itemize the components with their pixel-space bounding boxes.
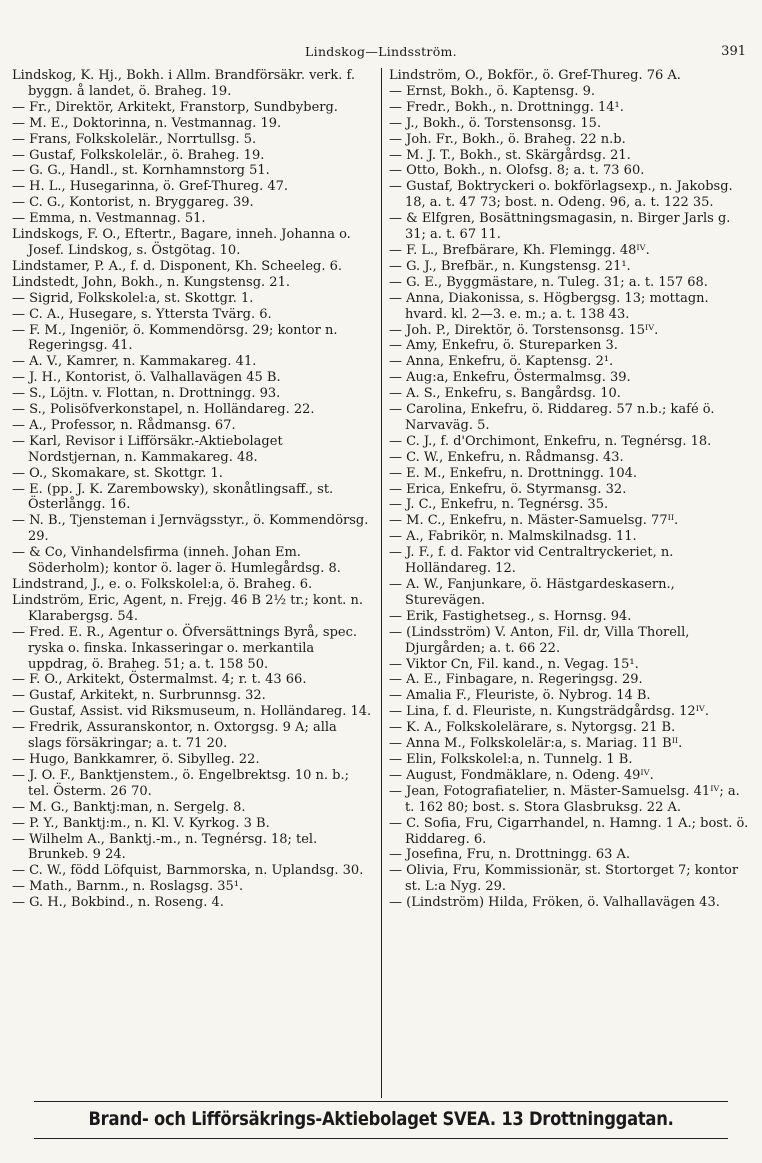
directory-entry: — G. J., Brefbär., n. Kungstensg. 21¹. [389, 258, 631, 274]
directory-entry: — Elin, Folkskolel:a, n. Tunnelg. 1 B. [389, 751, 633, 767]
directory-entry: — Frans, Folkskolelär., Norrtullsg. 5. [12, 131, 257, 147]
directory-entry: — Gustaf, Arkitekt, n. Surbrunnsg. 32. [12, 688, 266, 704]
directory-entry: — O., Skomakare, st. Skottgr. 1. [12, 465, 223, 481]
directory-entry: — S., Löjtn. v. Flottan, n. Drottningg. 93. [12, 386, 281, 402]
directory-entry: — Emma, n. Vestmannag. 51. [12, 211, 206, 227]
directory-entry: — Gustaf, Assist. vid Riksmuseum, n. Holländareg. 14. [12, 704, 372, 720]
right-column [383, 68, 755, 1098]
directory-entry: Lindskogs, F. O., Eftertr., Bagare, inneh. Johanna o. Josef. Lindskog, s. Östgötag. 10. [12, 227, 351, 258]
directory-entry: — J. C., Enkefru, n. Tegnérsg. 35. [389, 497, 609, 513]
directory-entry: — J., Bokh., ö. Torstensonsg. 15. [389, 115, 602, 131]
directory-entry: — Gustaf, Folkskolelär., ö. Braheg. 19. [12, 147, 265, 163]
directory-entry: — Fredrik, Assuranskontor, n. Oxtorgsg. 9 A; alla slags försäkringar; a. t. 71 20. [12, 720, 337, 752]
directory-entry: — P. Y., Banktj:m., n. Kl. V. Kyrkog. 3 B. [12, 815, 270, 831]
directory-entry: — C. W., Enkefru, n. Rådmansg. 43. [389, 449, 624, 465]
directory-entry: — C. A., Husegare, s. Yttersta Tvärg. 6. [12, 306, 272, 322]
directory-entry: — A., Professor, n. Rådmansg. 67. [12, 417, 236, 433]
directory-entry: — G. H., Bokbind., n. Roseng. 4. [12, 895, 224, 911]
directory-entry: — M. C., Enkefru, n. Mäster-Samuelsg. 77ᴵᴵ. [389, 513, 679, 529]
directory-entry: — Carolina, Enkefru, ö. Riddareg. 57 n.b.; kafé ö. Narvaväg. 5. [389, 402, 715, 433]
directory-entry: — Gustaf, Boktryckeri o. bokförlagsexp., n. Jakobsg. 18, a. t. 47 73; bost. n. Odeng. 96, a. t. 122 35. [389, 179, 733, 211]
directory-entry: — Aug:a, Enkefru, Östermalmsg. 39. [389, 370, 631, 386]
directory-entry: — (Lindsström) V. Anton, Fil. dr, Villa Thorell, Djurgården; a. t. 66 22. [389, 624, 690, 656]
directory-entry: — J. H., Kontorist, ö. Valhallavägen 45 B. [12, 370, 281, 386]
directory-entry: — C. Sofia, Fru, Cigarrhandel, n. Hamng. 1 A.; bost. ö. Riddareg. 6. [389, 815, 749, 847]
directory-entry: — G. E., Byggmästare, n. Tuleg. 31; a. t. 157 68. [389, 274, 708, 290]
directory-entry: — H. L., Husegarinna, ö. Gref-Thureg. 47. [12, 179, 289, 195]
directory-entry: — F. M., Ingeniör, ö. Kommendörsg. 29; kontor n. Regeringsg. 41. [12, 322, 338, 354]
directory-entry: — (Lindström) Hilda, Fröken, ö. Valhallavägen 43. [389, 895, 720, 911]
directory-entry: — August, Fondmäklare, n. Odeng. 49ᴵⱽ. [389, 767, 654, 783]
directory-entry: Lindström, Eric, Agent, n. Frejg. 46 B 2½ tr.; kont. n. Klarabergsg. 54. [12, 592, 363, 624]
left-column [8, 68, 380, 1098]
directory-entry: — Anna M., Folkskolelär:a, s. Mariag. 11 Bᴵᴵ. [389, 736, 683, 752]
directory-entry: — A. E., Finbagare, n. Regeringsg. 29. [389, 672, 643, 688]
directory-entry: — Wilhelm A., Banktj.-m., n. Tegnérsg. 18; tel. Brunkeb. 9 24. [12, 831, 318, 863]
directory-entry: — Ernst, Bokh., ö. Kaptensg. 9. [389, 83, 595, 99]
directory-entry: — S., Polisöfverkonstapel, n. Holländareg. 22. [12, 402, 315, 418]
directory-entry: — Lina, f. d. Fleuriste, n. Kungsträdgårdsg. 12ᴵⱽ. [389, 704, 709, 720]
footer-rule-top [34, 1101, 728, 1102]
directory-entry: — A. V., Kamrer, n. Kammakareg. 41. [12, 354, 257, 370]
directory-entry: — E. M., Enkefru, n. Drottningg. 104. [389, 465, 637, 481]
directory-entry: — Jean, Fotografiatelier, n. Mäster-Samuelsg. 41ᴵⱽ; a. t. 162 80; bost. s. Stora Glasbruksg. 22 A. [389, 783, 740, 815]
directory-entry: — C. J., f. d'Orchimont, Enkefru, n. Tegnérsg. 18. [389, 433, 712, 449]
directory-entry: — K. A., Folkskolelärare, s. Nytorgsg. 21 B. [389, 720, 676, 736]
directory-entry: — Fr., Direktör, Arkitekt, Franstorp, Sundbyberg. [12, 99, 338, 115]
directory-entry: — Amy, Enkefru, ö. Stureparken 3. [389, 338, 618, 354]
directory-entry: — Otto, Bokh., n. Olofsg. 8; a. t. 73 60. [389, 163, 645, 179]
footer-rule-bottom [34, 1138, 728, 1139]
directory-entry: — Erik, Fastighetseg., s. Hornsg. 94. [389, 608, 632, 624]
directory-entry: — Math., Barnm., n. Roslagsg. 35¹. [12, 879, 244, 895]
directory-entry: — C. G., Kontorist, n. Bryggareg. 39. [12, 195, 254, 211]
directory-entry: — Joh. P., Direktör, ö. Torstensonsg. 15ᴵⱽ. [389, 322, 659, 338]
directory-entry: — Erica, Enkefru, ö. Styrmansg. 32. [389, 481, 627, 497]
directory-entry: — Fred. E. R., Agentur o. Öfversättnings Byrå, spec. ryska o. finska. Inkasseringar o. merkantila uppdrag, ö. Braheg. 51; a. t. 158 50. [12, 624, 358, 672]
directory-entry: — Amalia F., Fleuriste, ö. Nybrog. 14 B. [389, 688, 651, 704]
directory-entry: — C. W., född Löfquist, Barnmorska, n. Uplandsg. 30. [12, 863, 364, 879]
directory-entry: — M. J. T., Bokh., st. Skärgårdsg. 21. [389, 147, 631, 163]
directory-entry: — N. B., Tjensteman i Jernvägsstyr., ö. Kommendörsg. 29. [12, 513, 369, 545]
directory-entry: — & Elfgren, Bosättningsmagasin, n. Birger Jarls g. 31; a. t. 67 11. [389, 211, 731, 243]
directory-entry: — Karl, Revisor i Lifförsäkr.-Aktiebolaget Nordstjernan, n. Kammakareg. 48. [12, 433, 283, 465]
directory-entry: — Anna, Diakonissa, s. Högbergsg. 13; mottagn. hvard. kl. 2—3. e. m.; a. t. 138 43. [389, 290, 709, 322]
directory-entry: — Anna, Enkefru, ö. Kaptensg. 2¹. [389, 354, 614, 370]
directory-entry: — Josefina, Fru, n. Drottningg. 63 A. [389, 847, 631, 863]
directory-columns [8, 68, 756, 1098]
directory-entry: Lindstamer, P. A., f. d. Disponent, Kh. Scheeleg. 6. [12, 258, 343, 274]
directory-entry: — J. F., f. d. Faktor vid Centraltryckeriet, n. Holländareg. 12. [389, 545, 674, 577]
footer-advertisement: Brand- och Lifförsäkrings-Aktiebolaget SVEA. 13 Drottninggatan. [88, 1108, 674, 1130]
directory-entry: Lindstedt, John, Bokh., n. Kungstensg. 21. [12, 274, 290, 290]
directory-entry: — Sigrid, Folkskolel:a, st. Skottgr. 1. [12, 290, 254, 306]
directory-entry: Lindström, O., Bokför., ö. Gref-Thureg. 76 A. [389, 68, 681, 83]
directory-entry: — A. S., Enkefru, s. Bangårdsg. 10. [389, 386, 621, 402]
directory-entry: — Olivia, Fru, Kommissionär, st. Stortorget 7; kontor st. L:a Nyg. 29. [389, 863, 739, 895]
directory-entry: — Viktor Cn, Fil. kand., n. Vegag. 15¹. [389, 656, 639, 672]
directory-entry: — M. G., Banktj:man, n. Sergelg. 8. [12, 799, 246, 815]
directory-entry: Lindstrand, J., e. o. Folkskolel:a, ö. Braheg. 6. [12, 577, 313, 592]
directory-entry: — J. O. F., Banktjenstem., ö. Engelbrektsg. 10 n. b.; tel. Österm. 26 70. [12, 767, 349, 799]
directory-entry: — F. O., Arkitekt, Östermalmst. 4; r. t. 43 66. [12, 672, 307, 688]
directory-entry: — A. W., Fanjunkare, ö. Hästgardeskasern., Sturevägen. [389, 577, 675, 608]
directory-entry: — A., Fabrikör, n. Malmskilnadsg. 11. [389, 529, 637, 545]
directory-entry: — Hugo, Bankkamrer, ö. Sibylleg. 22. [12, 751, 260, 767]
directory-entry: — & Co, Vinhandelsfirma (inneh. Johan Em. Söderholm); kontor ö. lager ö. Humlegårdsg. 8. [12, 545, 341, 577]
running-head: Lindskog—Lindsström. [305, 44, 457, 59]
directory-entry: — E. (pp. J. K. Zarembowsky), skonåtlingsaff., st. Österlångg. 16. [12, 481, 334, 513]
column-divider [381, 68, 382, 1098]
directory-entry: Lindskog, K. Hj., Bokh. i Allm. Brandförsäkr. verk. f. byggn. å landet, ö. Braheg. 19. [12, 68, 355, 99]
directory-entry: — Joh. Fr., Bokh., ö. Braheg. 22 n.b. [389, 131, 626, 147]
page-number: 391 [721, 44, 746, 59]
directory-entry: — F. L., Brefbärare, Kh. Flemingg. 48ᴵⱽ. [389, 242, 650, 258]
directory-entry: — M. E., Doktorinna, n. Vestmannag. 19. [12, 115, 282, 131]
directory-entry: — G. G., Handl., st. Kornhamnstorg 51. [12, 163, 270, 179]
directory-entry: — Fredr., Bokh., n. Drottningg. 14¹. [389, 99, 624, 115]
